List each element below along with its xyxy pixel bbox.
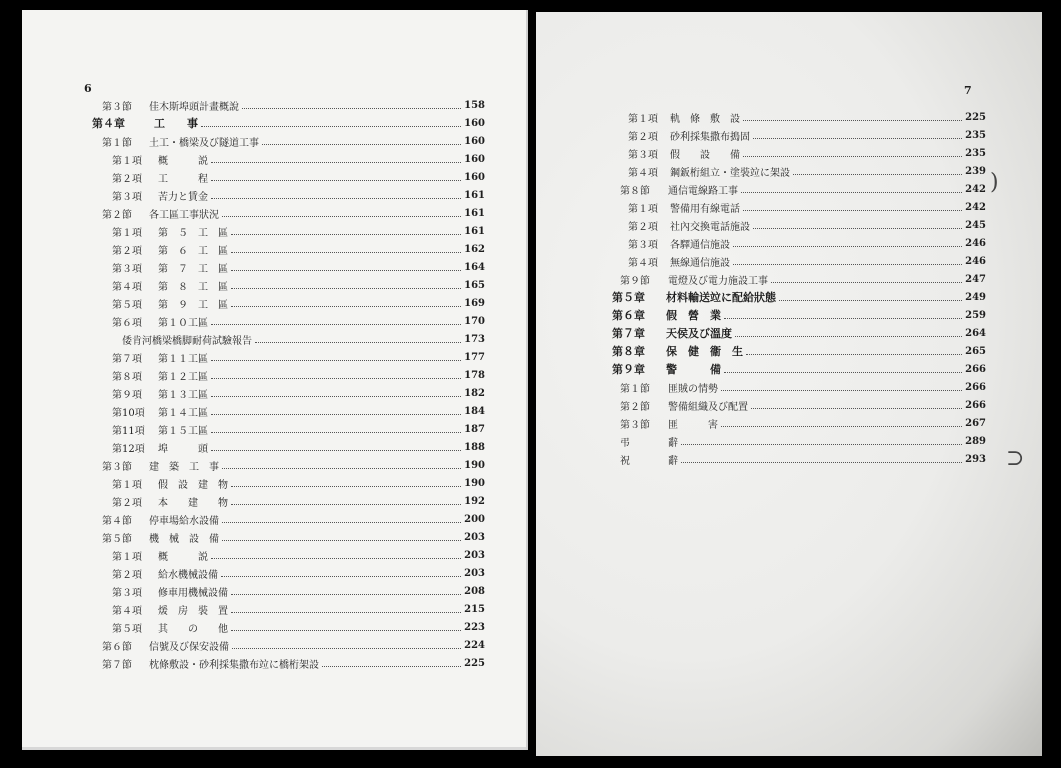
toc-entry (92, 294, 485, 312)
toc-entry-page: 266 (965, 399, 986, 411)
toc-entry-title: 修車用機械設備 (158, 587, 228, 599)
toc-entry-page: 242 (965, 183, 986, 195)
toc-entry-title: 本 建 物 (158, 497, 228, 509)
toc-entry-title: 佳木斯埠頭計畫概說 (149, 101, 239, 113)
dot-leader (211, 180, 461, 181)
dot-leader (211, 558, 461, 559)
toc-entry-label: 第２項 (628, 221, 658, 233)
toc-entry (92, 240, 485, 258)
toc-entry-page: 190 (464, 477, 485, 489)
toc-entry-title: 機 械 設 備 (149, 533, 219, 545)
dot-leader (231, 486, 461, 487)
toc-entry-title: 煖 房 裝 置 (158, 605, 228, 617)
dot-leader (222, 522, 461, 523)
toc-entry-title: 第 ５ 工 區 (158, 227, 228, 239)
dot-leader (211, 198, 461, 199)
toc-entry (92, 150, 485, 168)
toc-entry-label: 第１項 (112, 479, 142, 491)
toc-entry-label: 第４項 (112, 281, 142, 293)
toc-entry-title: 工 程 (158, 173, 208, 185)
dot-leader (735, 336, 962, 337)
dot-leader (721, 390, 962, 391)
dot-leader (231, 630, 461, 631)
dot-leader (231, 270, 461, 271)
toc-entry (612, 180, 986, 198)
toc-entry-page: 225 (464, 657, 485, 669)
toc-entry (92, 510, 485, 528)
toc-entry-label: 第７節 (102, 659, 132, 671)
pencil-hook-mark: ⊃ (1006, 446, 1025, 471)
toc-entry-title: 第 ８ 工 區 (158, 281, 228, 293)
toc-entry-page: 264 (965, 327, 986, 339)
toc-entry-page: 178 (464, 369, 485, 381)
toc-entry (612, 414, 986, 432)
toc-entry-title: 苦力と賃金 (158, 191, 208, 203)
toc-entry (612, 144, 986, 162)
toc-entry-label: 第11項 (112, 425, 145, 437)
dot-leader (222, 468, 461, 469)
dot-leader (211, 162, 461, 163)
toc-entry-label: 第３項 (112, 587, 142, 599)
toc-entry-title: 其 の 他 (158, 623, 228, 635)
toc-entry-title: 停車場給水設備 (149, 515, 219, 527)
toc-entry (92, 330, 485, 348)
dot-leader (262, 144, 461, 145)
toc-entry-label: 第１項 (112, 227, 142, 239)
toc-entry-page: 293 (965, 453, 986, 465)
dot-leader (753, 228, 962, 229)
toc-entry (612, 342, 986, 360)
dot-leader (724, 318, 962, 319)
page-number: 7 (964, 84, 972, 97)
toc-entry-title: 鋼鈑桁組立・塗裝竝に架設 (670, 167, 790, 179)
toc-entry-page: 161 (464, 207, 485, 219)
dot-leader (753, 138, 962, 139)
toc-entry-page: 160 (464, 153, 485, 165)
toc-entry (92, 276, 485, 294)
toc-entry (92, 384, 485, 402)
right-page (536, 12, 1042, 756)
toc-entry-page: 245 (965, 219, 986, 231)
toc-entry-page: 200 (464, 513, 485, 525)
toc-entry-page: 161 (464, 225, 485, 237)
dot-leader (231, 612, 461, 613)
table-of-contents (92, 96, 485, 672)
dot-leader (741, 192, 962, 193)
toc-entry (92, 312, 485, 330)
toc-entry (612, 198, 986, 216)
dot-leader (231, 234, 461, 235)
toc-entry-label: 第７章 (612, 327, 645, 340)
toc-entry (92, 654, 485, 672)
toc-entry-label: 第１項 (112, 551, 142, 563)
toc-entry-page: 249 (965, 291, 986, 303)
toc-entry-title: 信號及び保安設備 (149, 641, 229, 653)
toc-entry (92, 474, 485, 492)
toc-entry (92, 528, 485, 546)
toc-entry-page: 169 (464, 297, 485, 309)
toc-entry-page: 170 (464, 315, 485, 327)
toc-entry (92, 222, 485, 240)
toc-entry-label: 第２項 (112, 497, 142, 509)
dot-leader (779, 300, 962, 301)
toc-entry-title: 假 設 備 (670, 149, 740, 161)
dot-leader (743, 210, 962, 211)
toc-entry-label: 第３項 (112, 263, 142, 275)
toc-entry-label: 第３項 (628, 149, 658, 161)
toc-entry-title: 建 築 工 事 (149, 461, 219, 473)
dot-leader (793, 174, 962, 175)
toc-entry-title: 電燈及び電力施設工事 (668, 275, 768, 287)
toc-entry-title: 軌 條 敷 設 (670, 113, 740, 125)
toc-entry (92, 402, 485, 420)
toc-entry-page: 266 (965, 381, 986, 393)
toc-entry-label: 第８節 (620, 185, 650, 197)
toc-entry-page: 203 (464, 549, 485, 561)
dot-leader (231, 288, 461, 289)
toc-entry (92, 492, 485, 510)
toc-entry-title: 天侯及び溫度 (666, 327, 732, 340)
toc-entry-page: 173 (464, 333, 485, 345)
toc-entry (92, 600, 485, 618)
toc-entry-label: 第５章 (612, 291, 645, 304)
toc-entry (612, 126, 986, 144)
dot-leader (211, 450, 461, 451)
toc-entry-page: 164 (464, 261, 485, 273)
toc-entry-page: 239 (965, 165, 986, 177)
toc-entry-page: 192 (464, 495, 485, 507)
toc-entry-page: 246 (965, 237, 986, 249)
toc-entry-label: 第９章 (612, 363, 645, 376)
toc-entry-page: 267 (965, 417, 986, 429)
toc-entry-title: 匪賊の情勢 (668, 383, 718, 395)
toc-entry-label: 第２節 (102, 209, 132, 221)
dot-leader (221, 576, 461, 577)
table-of-contents (612, 108, 986, 468)
dot-leader (201, 126, 461, 127)
toc-entry-title: 土工・橋梁及び隧道工事 (149, 137, 259, 149)
toc-entry-label: 第６節 (102, 641, 132, 653)
toc-entry-title: 概 説 (158, 551, 208, 563)
toc-entry-page: 266 (965, 363, 986, 375)
toc-entry-title: 第 ７ 工 區 (158, 263, 228, 275)
toc-entry-page: 203 (464, 567, 485, 579)
toc-entry (92, 546, 485, 564)
toc-entry-label: 第１項 (628, 203, 658, 215)
toc-entry-label: 第３項 (628, 239, 658, 251)
toc-entry-page: 161 (464, 189, 485, 201)
toc-entry-title: 警備用有線電話 (670, 203, 740, 215)
dot-leader (211, 432, 461, 433)
toc-entry (92, 564, 485, 582)
toc-entry-title: 假 設 建 物 (158, 479, 228, 491)
toc-entry-title: 第１１工區 (158, 353, 208, 365)
toc-entry-title: 通信電線路工事 (668, 185, 738, 197)
toc-entry-title: 第 ９ 工 區 (158, 299, 228, 311)
left-page (22, 10, 528, 750)
toc-entry-title: 材料輸送竝に配給狀態 (666, 291, 776, 304)
toc-entry-label: 第２項 (112, 245, 142, 257)
toc-entry-page: 223 (464, 621, 485, 633)
toc-entry-title: 砂利採集撒布搗固 (670, 131, 750, 143)
toc-entry-label: 第１節 (102, 137, 132, 149)
dot-leader (211, 378, 461, 379)
toc-entry (612, 306, 986, 324)
toc-entry-label: 第１項 (112, 155, 142, 167)
toc-entry-label: 第12項 (112, 443, 145, 455)
toc-entry-page: 246 (965, 255, 986, 267)
toc-entry-title: 警 備 (666, 363, 721, 376)
toc-entry-page: 177 (464, 351, 485, 363)
toc-entry (612, 162, 986, 180)
dot-leader (211, 414, 461, 415)
toc-entry (92, 420, 485, 438)
toc-entry-title: 枕條敷設・砂利採集撒布竝に橋桁架設 (149, 659, 319, 671)
dot-leader (681, 462, 962, 463)
dot-leader (255, 342, 461, 343)
toc-entry-page: 160 (464, 171, 485, 183)
toc-entry-label: 第４章 (92, 117, 125, 130)
toc-entry-page: 160 (464, 135, 485, 147)
toc-entry-title: 假 營 業 (666, 309, 721, 322)
dot-leader (733, 246, 962, 247)
toc-entry-label: 第１節 (620, 383, 650, 395)
toc-entry-label: 第６項 (112, 317, 142, 329)
toc-entry-title: 各驛通信施設 (670, 239, 730, 251)
toc-entry-page: 188 (464, 441, 485, 453)
toc-entry-page: 224 (464, 639, 485, 651)
dot-leader (222, 216, 461, 217)
toc-entry-title: 辭 (668, 437, 678, 449)
toc-entry (612, 396, 986, 414)
toc-entry-label: 第３節 (102, 101, 132, 113)
toc-entry (612, 270, 986, 288)
toc-entry-label: 第５項 (112, 299, 142, 311)
toc-entry-title: 匪 害 (668, 419, 718, 431)
toc-entry-title: 辭 (668, 455, 678, 467)
toc-entry (612, 288, 986, 306)
toc-entry-label: 第４項 (628, 257, 658, 269)
toc-entry (92, 438, 485, 456)
toc-entry (92, 96, 485, 114)
toc-entry-page: 289 (965, 435, 986, 447)
toc-entry (92, 114, 485, 132)
toc-entry-label: 第８項 (112, 371, 142, 383)
dot-leader (231, 504, 461, 505)
toc-entry-label: 第６章 (612, 309, 645, 322)
dot-leader (322, 666, 461, 667)
toc-entry-title: 第１２工區 (158, 371, 208, 383)
toc-entry-label: 第２節 (620, 401, 650, 413)
toc-entry-title: 工 事 (154, 117, 198, 130)
toc-entry (92, 204, 485, 222)
toc-entry-title: 社內交換電話施設 (670, 221, 750, 233)
toc-entry-title: 給水機械設備 (158, 569, 218, 581)
dot-leader (211, 396, 461, 397)
toc-entry (92, 456, 485, 474)
toc-entry-page: 247 (965, 273, 986, 285)
toc-entry (92, 636, 485, 654)
toc-entry-label: 第２項 (628, 131, 658, 143)
toc-entry-label: 第３節 (620, 419, 650, 431)
toc-entry (92, 618, 485, 636)
toc-entry-page: 235 (965, 129, 986, 141)
dot-leader (681, 444, 962, 445)
toc-entry-title: 各工區工事狀況 (149, 209, 219, 221)
dot-leader (743, 120, 962, 121)
toc-entry (612, 378, 986, 396)
toc-entry-title: 無線通信施設 (670, 257, 730, 269)
toc-entry (612, 324, 986, 342)
toc-entry-label: 第５項 (112, 623, 142, 635)
toc-entry-label: 第９節 (620, 275, 650, 287)
toc-entry (92, 582, 485, 600)
toc-entry-title: 第１３工區 (158, 389, 208, 401)
toc-entry-label: 第４項 (112, 605, 142, 617)
toc-entry-title: 倭肯河橋梁橋脚耐荷試驗報告 (122, 335, 252, 347)
toc-entry-label: 第８章 (612, 345, 645, 358)
toc-entry (612, 108, 986, 126)
toc-entry (612, 252, 986, 270)
dot-leader (231, 252, 461, 253)
dot-leader (222, 540, 461, 541)
pencil-bracket-mark: ) (990, 170, 999, 195)
toc-entry-title: 第１５工區 (158, 425, 208, 437)
page-number: 6 (84, 82, 92, 95)
toc-entry-label: 第４項 (628, 167, 658, 179)
dot-leader (771, 282, 962, 283)
dot-leader (231, 306, 461, 307)
toc-entry-label: 祝 (620, 455, 630, 467)
toc-entry-page: 225 (965, 111, 986, 123)
toc-entry-page: 187 (464, 423, 485, 435)
toc-entry-page: 242 (965, 201, 986, 213)
toc-entry (92, 168, 485, 186)
toc-entry-label: 第２項 (112, 173, 142, 185)
toc-entry-page: 162 (464, 243, 485, 255)
toc-entry-page: 184 (464, 405, 485, 417)
toc-entry (612, 432, 986, 450)
toc-entry-label: 第３項 (112, 191, 142, 203)
toc-entry-label: 第９項 (112, 389, 142, 401)
dot-leader (242, 108, 461, 109)
toc-entry (612, 234, 986, 252)
toc-entry-label: 第２項 (112, 569, 142, 581)
toc-entry (612, 450, 986, 468)
toc-entry-title: 第１４工區 (158, 407, 208, 419)
dot-leader (724, 372, 962, 373)
toc-entry (92, 186, 485, 204)
toc-entry-page: 259 (965, 309, 986, 321)
toc-entry-title: 埠 頭 (158, 443, 208, 455)
toc-entry (92, 132, 485, 150)
dot-leader (721, 426, 962, 427)
dot-leader (743, 156, 962, 157)
toc-entry (612, 216, 986, 234)
toc-entry-label: 弔 (620, 437, 630, 449)
toc-entry-label: 第５節 (102, 533, 132, 545)
toc-entry-label: 第10項 (112, 407, 145, 419)
toc-entry (612, 360, 986, 378)
toc-entry-page: 215 (464, 603, 485, 615)
toc-entry-page: 235 (965, 147, 986, 159)
toc-entry-page: 208 (464, 585, 485, 597)
toc-entry-title: 警備組織及び配置 (668, 401, 748, 413)
dot-leader (733, 264, 962, 265)
toc-entry-page: 265 (965, 345, 986, 357)
toc-entry (92, 348, 485, 366)
dot-leader (232, 648, 461, 649)
toc-entry-label: 第３節 (102, 461, 132, 473)
dot-leader (211, 360, 461, 361)
toc-entry-page: 182 (464, 387, 485, 399)
toc-entry-title: 第 ６ 工 區 (158, 245, 228, 257)
toc-entry-title: 保 健 衞 生 (666, 345, 743, 358)
toc-entry-page: 190 (464, 459, 485, 471)
toc-entry-title: 概 説 (158, 155, 208, 167)
toc-entry-label: 第１項 (628, 113, 658, 125)
toc-entry-page: 203 (464, 531, 485, 543)
dot-leader (231, 594, 461, 595)
toc-entry-label: 第４節 (102, 515, 132, 527)
toc-entry-page: 165 (464, 279, 485, 291)
dot-leader (751, 408, 962, 409)
toc-entry-title: 第１０工區 (158, 317, 208, 329)
toc-entry (92, 366, 485, 384)
toc-entry-page: 158 (464, 99, 485, 111)
dot-leader (746, 354, 962, 355)
toc-entry-page: 160 (464, 117, 485, 129)
toc-entry-label: 第７項 (112, 353, 142, 365)
dot-leader (211, 324, 461, 325)
toc-entry (92, 258, 485, 276)
